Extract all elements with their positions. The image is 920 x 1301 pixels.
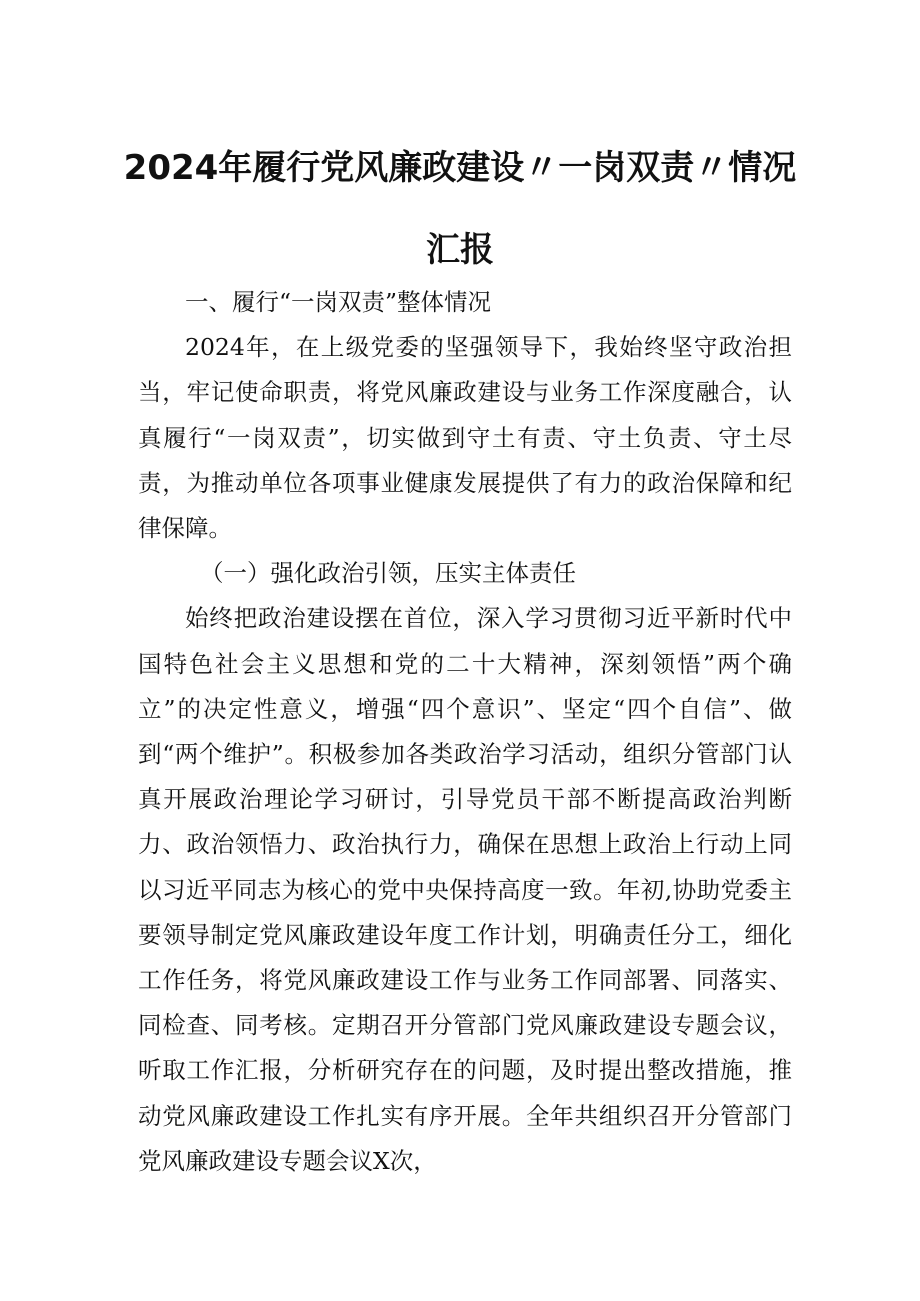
subsection-heading: （一）强化政治引领，压实主体责任: [200, 559, 576, 588]
paragraph-political-leadership: 始终把政治建设摆在首位，深入学习贯彻习近平新时代中国特色社会主义思想和党的二十大精神，深刻领悟”两个确立”的决定性意义，增强“四个意识”、坚定“四个自信”、做到“两个维护”。积极参加各类政治学习活动，组织分管部门认真开展政治理论学习研讨，引导党员干部不断提高政治判断力、政治领悟力、政治执行力，确保在思想上政治上行动上同以习近平同志为核心的党中央保持高度一致。年初,协助党委主要领导制定党风廉政建设年度工作计划，明确责任分工，细化工作任务，将党风廉政建设工作与业务工作同部署、同落实、同检查、同考核。定期召开分管部门党风廉政建设专题会议，听取工作汇报，分析研究存在的问题，及时提出整改措施，推动党风廉政建设工作扎实有序开展。全年共组织召开分管部门党风廉政建设专题会议X次，: [138, 604, 792, 1175]
section-heading: 一、履行“一岗双责”整体情况: [185, 288, 492, 316]
paragraph-intro: 2024年，在上级党委的坚强领导下，我始终坚守政治担当，牢记使命职责，将党风廉政建设与业务工作深度融合，认真履行“一岗双责”，切实做到守土有责、守土负责、守土尽责，为推动单位各项事业健康发展提供了有力的政治保障和纪律保障。: [138, 333, 792, 543]
document-body: [138, 280, 792, 1184]
document-title-line2: 汇报: [426, 230, 494, 270]
document-title-line1: 2024年履行党风廉政建设〃一岗双责〃情况: [123, 148, 797, 188]
